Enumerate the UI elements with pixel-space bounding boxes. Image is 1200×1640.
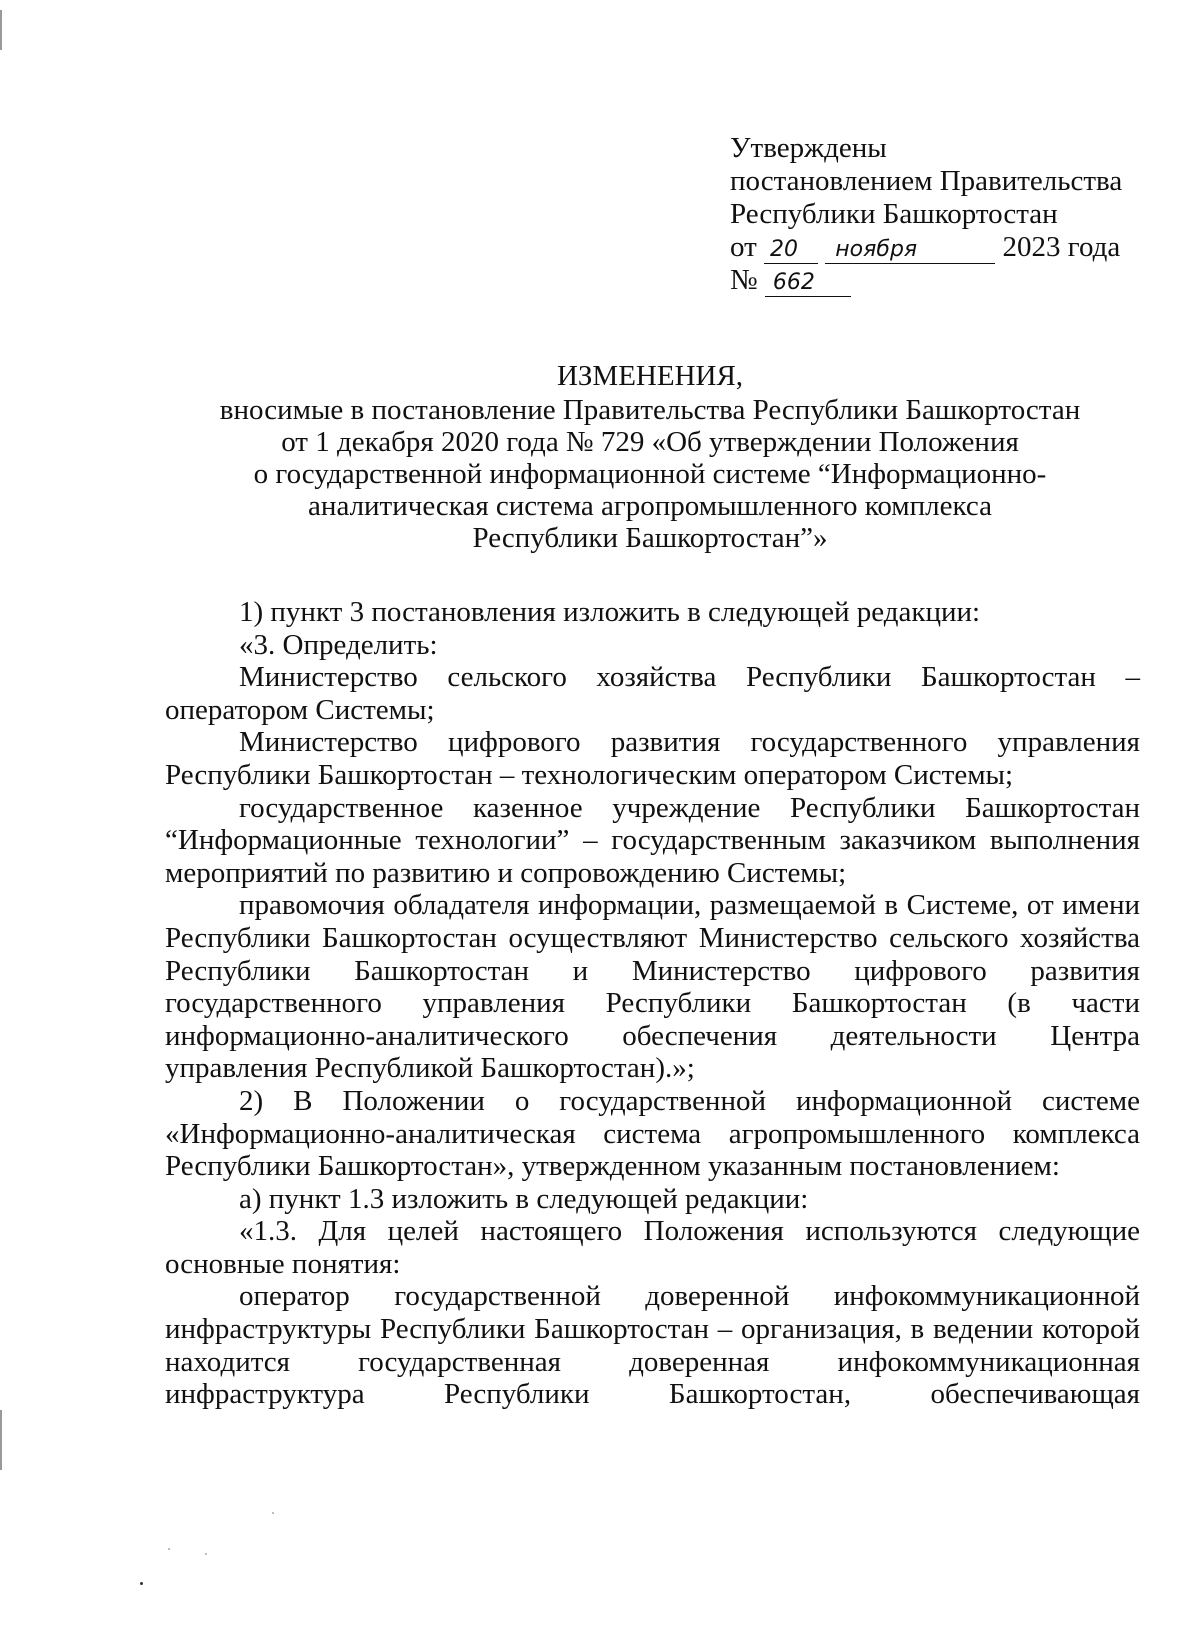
scan-speck <box>272 1512 274 1514</box>
date-year: 2023 года <box>1002 231 1121 263</box>
scan-speck <box>168 1548 170 1550</box>
title-line: Республики Башкортостан”» <box>472 522 828 554</box>
handwritten-day: 20 <box>764 237 818 264</box>
body-paragraph: Министерство цифрового развития государственного управления Республики Башкортостан – технологическим оператором Системы; <box>165 726 1140 791</box>
title-heading: ИЗМЕНЕНИЯ, <box>556 360 744 392</box>
handwritten-number: 662 <box>765 270 851 297</box>
approval-block <box>730 132 1170 297</box>
approval-line: Республики Башкортостан <box>730 198 1058 230</box>
body-paragraph: правомочия обладателя информации, размещаемой в Системе, от имени Республики Башкортостан осуществляют Министерство сельского хозяйства Республики Башкортостан и Министерство цифрового развития государственного управления Республики Башкортостан (в части информационно-аналитического обеспечения деятельности Центра управления Республикой Башкортостан).»; <box>165 889 1140 1085</box>
body-paragraph: 2) В Положении о государственной информационной системе «Информационно-аналитическая система агропромышленного комплекса Республики Башкортостан», утвержденном указанным постановлением: <box>165 1084 1140 1183</box>
scan-speck <box>205 1553 207 1555</box>
handwritten-month: ноября <box>825 237 995 264</box>
scan-speck <box>140 1582 143 1585</box>
approval-line: Утверждены <box>730 132 887 164</box>
title-line: о государственной информационной системе “Информационно- <box>253 458 1047 490</box>
document-title <box>160 360 1140 554</box>
date-prefix: от <box>730 231 757 263</box>
scan-edge-mark <box>0 1410 2 1470</box>
title-line: аналитическая система агропромышленного комплекса <box>308 490 992 522</box>
body-paragraph: государственное казенное учреждение Республики Башкортостан “Информационные технологии” – государственным заказчиком выполнения мероприятий по развитию и сопровождению Системы; <box>165 791 1140 889</box>
body-paragraph: «1.3. Для целей настоящего Положения используются следующие основные понятия: <box>165 1215 1140 1280</box>
body-paragraph: оператор государственной доверенной инфокоммуникационной инфраструктуры Республики Башкортостан – организация, в ведении которой находится государственная доверенная инфокоммуникационная инфраструктура Республики Башкортостан, обеспечивающая <box>165 1280 1140 1411</box>
body-paragraph: Министерство сельского хозяйства Республики Башкортостан – оператором Системы; <box>165 661 1140 726</box>
title-line: от 1 декабря 2020 года № 729 «Об утверждении Положения <box>281 426 1019 458</box>
approval-line: постановлением Правительства <box>730 165 1123 197</box>
approval-number-line <box>730 264 1170 297</box>
scan-edge-mark <box>0 10 2 50</box>
body-paragraph: 1) пункт 3 постановления изложить в следующей редакции: <box>239 596 981 628</box>
approval-date-line <box>730 231 1170 264</box>
document-body <box>165 596 1140 1411</box>
body-paragraph: а) пункт 1.3 изложить в следующей редакции: <box>239 1182 809 1215</box>
number-prefix: № <box>730 264 758 296</box>
body-paragraph: «3. Определить: <box>239 628 438 661</box>
title-line: вносимые в постановление Правительства Республики Башкортостан <box>219 394 1081 426</box>
